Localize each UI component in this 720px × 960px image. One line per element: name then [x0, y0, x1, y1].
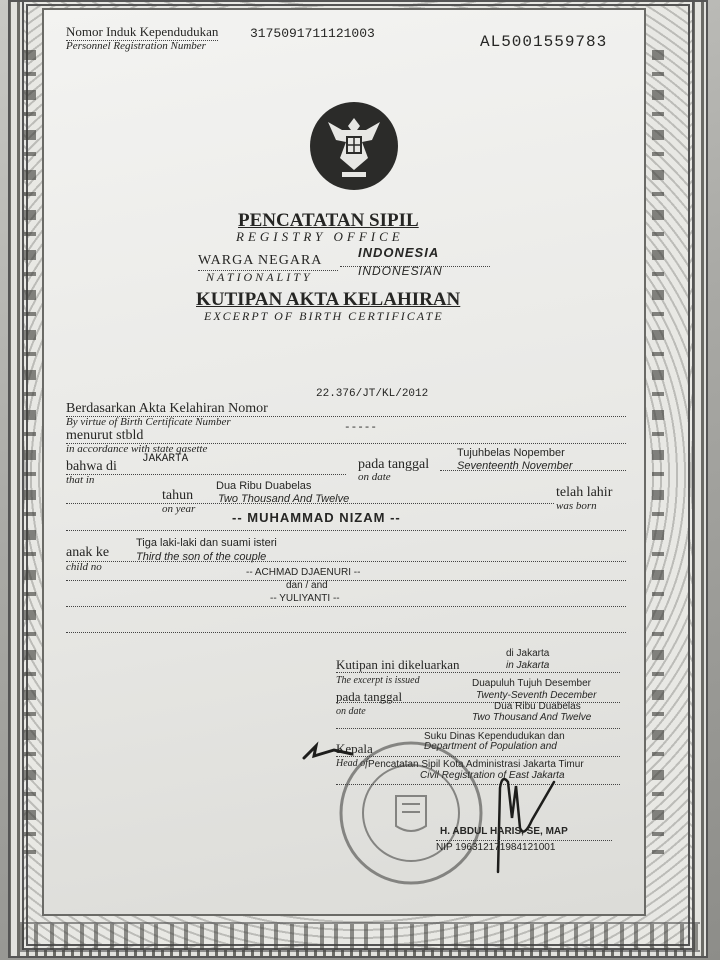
- issue-place: di Jakarta: [506, 648, 550, 659]
- dept-line-3: Pencatatan Sipil Kota Administrasi Jakarta Timur: [368, 759, 584, 770]
- date-value: Tujuhbelas Nopember: [457, 447, 565, 459]
- office-title: PENCATATAN SIPIL: [238, 210, 419, 231]
- nik-label-en: Personnel Registration Number: [66, 40, 206, 52]
- serial-number: AL5001559783: [480, 33, 608, 51]
- signature-mark: [478, 768, 568, 878]
- dept-line-1: Suku Dinas Kependudukan dan: [424, 731, 565, 742]
- issue-date-en: Twenty-Seventh December: [476, 690, 597, 701]
- child-no-label-en: child no: [66, 561, 102, 573]
- place-rule: [66, 474, 346, 475]
- bottom-guilloche: [20, 922, 700, 952]
- issue-date-label: pada tanggal: [336, 689, 403, 704]
- basis-label-en: By virtue of Birth Certificate Number: [66, 416, 231, 428]
- nationality-value-en: INDONESIAN: [358, 264, 443, 278]
- place-label-en: that in: [66, 474, 95, 486]
- issue-place-en: in Jakarta: [506, 660, 550, 671]
- nationality-label: WARGA NEGARA: [198, 253, 323, 268]
- stbld-value: -----: [344, 422, 378, 434]
- signatory-name: H. ABDUL HARIS, SE, MAP: [440, 826, 568, 837]
- right-ornament: [652, 50, 664, 854]
- child-no-label: anak ke: [66, 545, 110, 560]
- signatory-nip: NIP 196312171984121001: [436, 842, 556, 853]
- issue-date: Duapuluh Tujuh Desember: [472, 678, 591, 689]
- place-label: bahwa di: [66, 459, 117, 474]
- child-name: -- MUHAMMAD NIZAM --: [232, 510, 401, 525]
- year-value-en: Two Thousand And Twelve: [218, 493, 350, 505]
- father-rule: [66, 580, 626, 581]
- certificate-number: 22.376/JT/KL/2012: [316, 388, 429, 400]
- dept-line-4: Civil Registration of East Jakarta: [420, 770, 565, 781]
- head-label: Kepala: [336, 741, 373, 756]
- stbld-label-en: in accordance with state gasette: [66, 443, 208, 455]
- head-label-en: Head of: [336, 758, 368, 769]
- document-title: KUTIPAN AKTA KELAHIRAN: [196, 289, 461, 310]
- document-title-en: EXCERPT OF BIRTH CERTIFICATE: [204, 309, 444, 323]
- issued-label-en: The excerpt is issued: [336, 675, 420, 686]
- issue-year: Dua Ribu Duabelas: [494, 701, 581, 712]
- signatory-rule: [436, 840, 612, 841]
- year-label: tahun: [162, 488, 194, 503]
- child-no-value-en: Third the son of the couple: [136, 551, 267, 563]
- and-text: dan / and: [286, 580, 328, 591]
- date-value-en: Seventeenth November: [457, 460, 573, 472]
- child-name-rule: [66, 530, 626, 531]
- blank-rule: [66, 632, 626, 633]
- father-name: -- ACHMAD DJAENURI --: [246, 567, 361, 578]
- mother-name: -- YULIYANTI --: [270, 593, 340, 604]
- garuda-emblem-icon: [308, 100, 400, 192]
- issue-year-en: Two Thousand And Twelve: [472, 712, 592, 723]
- issue-date-label-en: on date: [336, 706, 366, 717]
- issued-rule: [336, 672, 620, 673]
- basis-label: Berdasarkan Akta Kelahiran Nomor: [66, 401, 268, 416]
- left-ornament: [24, 50, 36, 854]
- year-value: Dua Ribu Duabelas: [216, 480, 312, 492]
- nik-label: Nomor Induk Kependudukan: [66, 24, 219, 39]
- date-label: pada tanggal: [358, 457, 430, 472]
- child-no-value: Tiga laki-laki dan suami isteri: [136, 537, 277, 549]
- signature-mark: [300, 736, 360, 766]
- date-label-en: on date: [358, 471, 391, 483]
- mother-rule: [66, 606, 626, 607]
- place-value: JAKARTA: [142, 453, 189, 465]
- nationality-value: INDONESIA: [358, 245, 440, 260]
- stbld-label: menurut stbld: [66, 428, 144, 443]
- nik-value: 3175091711121003: [250, 26, 375, 41]
- born-label: telah lahir: [556, 485, 613, 500]
- born-label-en: was born: [556, 500, 597, 512]
- dept-line-2: Department of Population and: [424, 741, 557, 752]
- issue-year-rule: [336, 728, 620, 729]
- office-title-en: REGISTRY OFFICE: [236, 229, 404, 244]
- year-label-en: on year: [162, 503, 196, 515]
- nationality-label-en: NATIONALITY: [206, 270, 313, 284]
- issued-label: Kutipan ini dikeluarkan: [336, 657, 460, 672]
